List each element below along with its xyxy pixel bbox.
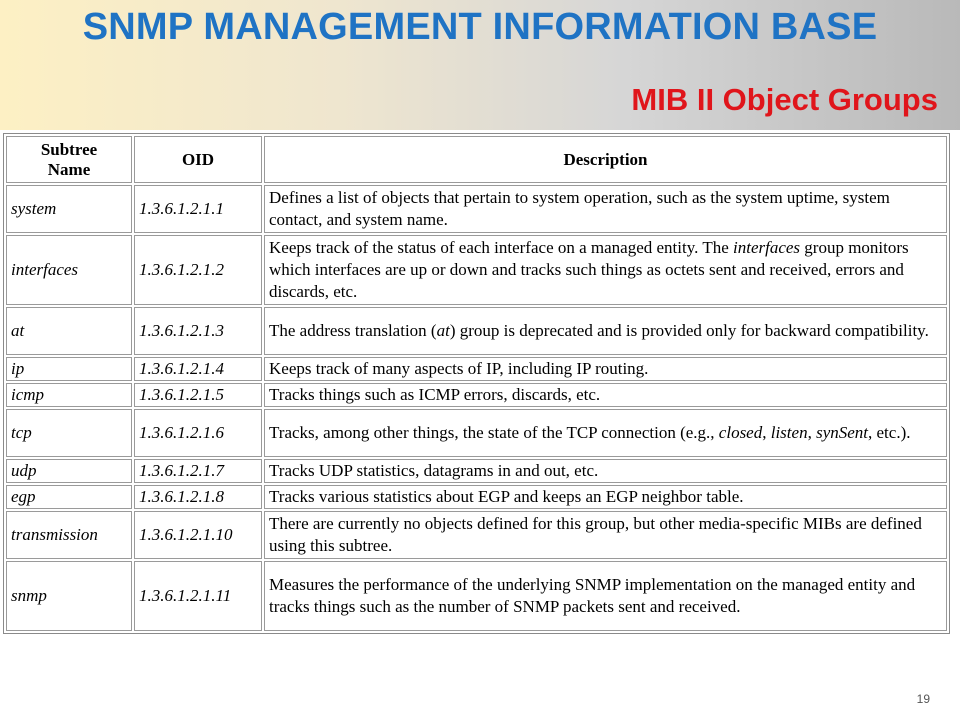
table-row bbox=[6, 307, 947, 355]
description-text: , bbox=[807, 423, 817, 442]
description-cell: Measures the performance of the underlying SNMP implementation on the managed entity and tracks things such as the number of SNMP packets sent and received. bbox=[264, 561, 947, 631]
description-emphasis: at bbox=[436, 321, 450, 340]
description-cell: Keeps track of many aspects of IP, including IP routing. bbox=[264, 357, 947, 381]
description-emphasis: listen bbox=[770, 423, 808, 442]
mib-object-groups-table bbox=[3, 133, 950, 634]
oid-cell: 1.3.6.1.2.1.11 bbox=[134, 561, 262, 631]
subtree-name-cell: system bbox=[6, 185, 132, 233]
oid-cell: 1.3.6.1.2.1.1 bbox=[134, 185, 262, 233]
oid-cell: 1.3.6.1.2.1.2 bbox=[134, 235, 262, 305]
description-text: , etc.). bbox=[868, 423, 911, 442]
header-oid: OID bbox=[134, 136, 262, 183]
description-cell bbox=[264, 307, 947, 355]
description-cell bbox=[264, 409, 947, 457]
description-text: The address translation ( bbox=[269, 321, 437, 340]
subtree-name-cell: at bbox=[6, 307, 132, 355]
subtree-name-cell: tcp bbox=[6, 409, 132, 457]
oid-cell: 1.3.6.1.2.1.5 bbox=[134, 383, 262, 407]
table-row bbox=[6, 511, 947, 559]
page-number: 19 bbox=[916, 692, 930, 706]
table-row bbox=[6, 185, 947, 233]
header-description: Description bbox=[264, 136, 947, 183]
description-text: group monitors which interfaces are up or down and tracks such things as octets sent and received, errors and discards, etc. bbox=[269, 238, 909, 301]
table-row bbox=[6, 561, 947, 631]
table-row bbox=[6, 235, 947, 305]
description-cell: Tracks UDP statistics, datagrams in and out, etc. bbox=[264, 459, 947, 483]
subtree-name-cell: udp bbox=[6, 459, 132, 483]
header-subtree-name: Subtree Name bbox=[6, 136, 132, 183]
table-container bbox=[0, 130, 960, 670]
table-header-row bbox=[6, 136, 947, 183]
oid-cell: 1.3.6.1.2.1.10 bbox=[134, 511, 262, 559]
description-cell: Tracks things such as ICMP errors, discards, etc. bbox=[264, 383, 947, 407]
description-cell: Defines a list of objects that pertain to system operation, such as the system uptime, system contact, and system name. bbox=[264, 185, 947, 233]
description-cell bbox=[264, 235, 947, 305]
description-cell: Tracks various statistics about EGP and keeps an EGP neighbor table. bbox=[264, 485, 947, 509]
table-row bbox=[6, 409, 947, 457]
description-text: , bbox=[762, 423, 771, 442]
subtree-name-cell: interfaces bbox=[6, 235, 132, 305]
description-text: Tracks, among other things, the state of the TCP connection (e.g., bbox=[269, 423, 719, 442]
description-cell: There are currently no objects defined for this group, but other media-specific MIBs are defined using this subtree. bbox=[264, 511, 947, 559]
description-text: ) group is deprecated and is provided only for backward compatibility. bbox=[449, 321, 929, 340]
table-row bbox=[6, 459, 947, 483]
oid-cell: 1.3.6.1.2.1.4 bbox=[134, 357, 262, 381]
subtree-name-cell: ip bbox=[6, 357, 132, 381]
subtree-name-cell: snmp bbox=[6, 561, 132, 631]
oid-cell: 1.3.6.1.2.1.7 bbox=[134, 459, 262, 483]
description-emphasis: synSent bbox=[816, 423, 869, 442]
slide-subtitle: MIB II Object Groups bbox=[631, 82, 938, 117]
slide-title: SNMP MANAGEMENT INFORMATION BASE bbox=[82, 6, 878, 48]
oid-cell: 1.3.6.1.2.1.6 bbox=[134, 409, 262, 457]
description-emphasis: closed bbox=[718, 423, 763, 442]
subtree-name-cell: transmission bbox=[6, 511, 132, 559]
table-row bbox=[6, 485, 947, 509]
oid-cell: 1.3.6.1.2.1.3 bbox=[134, 307, 262, 355]
subtree-name-cell: icmp bbox=[6, 383, 132, 407]
subtree-name-cell: egp bbox=[6, 485, 132, 509]
slide-header bbox=[0, 0, 960, 130]
table-row bbox=[6, 383, 947, 407]
table-row bbox=[6, 357, 947, 381]
description-text: Keeps track of the status of each interface on a managed entity. The bbox=[269, 238, 733, 257]
oid-cell: 1.3.6.1.2.1.8 bbox=[134, 485, 262, 509]
description-emphasis: interfaces bbox=[733, 238, 801, 257]
